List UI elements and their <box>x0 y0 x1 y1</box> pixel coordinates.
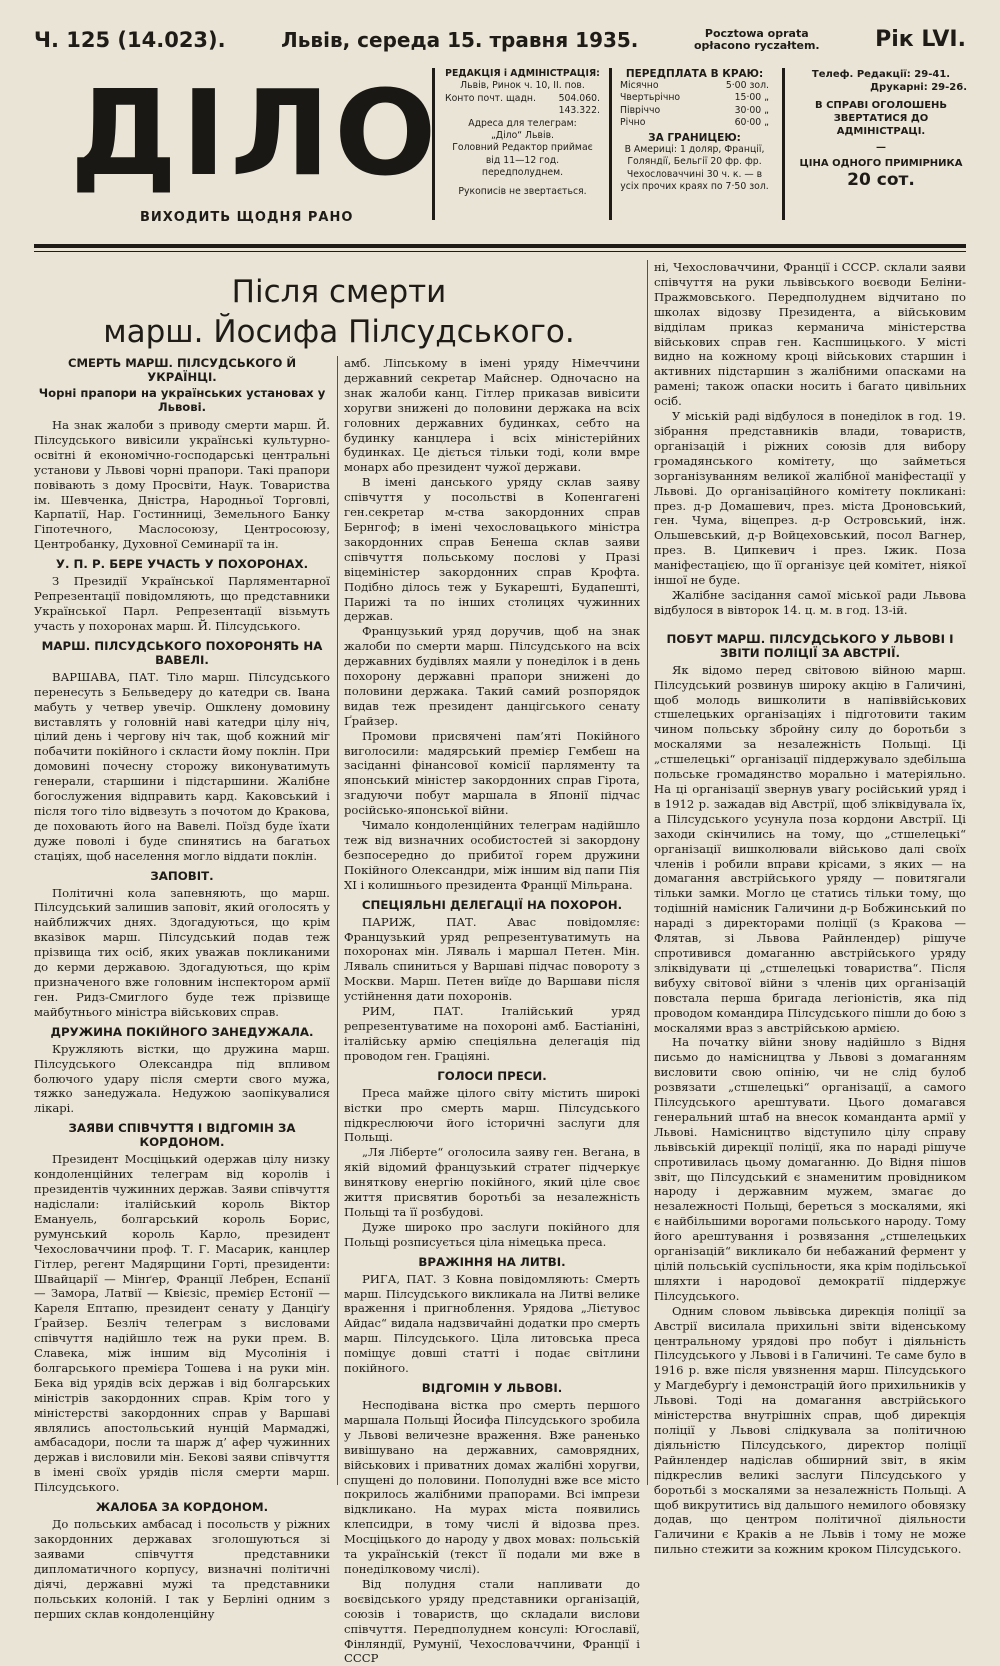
section-heading: У. П. Р. БЕРЕ УЧАСТЬ У ПОХОРОНАХ. <box>55 557 309 572</box>
admin-manuscripts: Рукописів не звертається. <box>458 185 587 197</box>
postage-line-1: Pocztowa oprata <box>704 27 809 40</box>
masthead-rule-thin <box>34 251 966 252</box>
subscription-abroad-title: ЗА ГРАНИЦЕЮ: <box>648 132 741 145</box>
article-paragraph: „Ля Ліберте“ оголосила заяву ген. Вегана, в якій відомий французький стратег підчеркує виняткову енергію покійного, який ціле своє життя присвятив боротьбі за незалежність Польщі та її розбудові. <box>344 1145 640 1219</box>
article-paragraph: Чимало кондоленційних телеграм надійшло теж від визначних особистостей зі закордону безпосередно до прибитої горем дружини Покійного Олександри, між іншим від папи Пія XI і колишнього президента Франції Мільрана. <box>344 818 640 892</box>
admin-telegram: „Діло“ Львів. <box>490 130 555 142</box>
article-paragraph: Кружляють вістки, що дружина марш. Пілсудського Олександра під впливом болючого удару після смерти свого мужа, тяжко занедужала. Недужою заопікувалися лікарі. <box>34 1041 330 1116</box>
admin-box <box>432 68 600 220</box>
subscription-label: Півріччо <box>620 104 661 116</box>
divider-dash: — <box>876 142 886 153</box>
phone-print: Друкарні: 29-26. <box>870 82 967 93</box>
masthead-logo <box>70 58 441 208</box>
subscription-title: ПЕРЕДПЛАТА В КРАЮ: <box>625 68 764 80</box>
column-3 <box>654 260 966 1557</box>
section-heading: СПЕЦІЯЛЬНІ ДЕЛЕГАЦІЇ НА ПОХОРОН. <box>361 897 623 912</box>
section-subheading: Чорні прапори на українських установах у Львові. <box>38 386 326 414</box>
article-paragraph: В імені данського уряду склав заяву співчуття у посольстві в Копенгагені ген.секретар м-ства закордонних справ Бернгоф; в імені чехословацького міністра закордонних справ Бенеша склав заяви співчуття польському послові у Празі віцеміністер закордонних справ Крофта. Подібно ділось теж у Букарешті, Будапешті, Парижі та по інших столицях чужинних держав. <box>344 475 640 624</box>
masthead-slogan: ВИХОДИТЬ ЩОДНЯ РАНО <box>140 210 354 225</box>
section-heading: МАРШ. ПІЛСУДСЬКОГО ПОХОРОНЯТЬ НА ВАВЕЛІ. <box>41 638 323 667</box>
price-label: ЦІНА ОДНОГО ПРИМІРНИКА <box>799 158 963 169</box>
subscription-box <box>609 68 769 220</box>
article-paragraph: РИМ, ПАТ. Італійський уряд репрезентуватиме на похороні амб. Бастіаніні, італійську армію спеціяльна делегація під проводом ген. Граціяні. <box>344 1004 640 1063</box>
section-heading: ЗАПОВІТ. <box>150 868 214 883</box>
price-value: 20 сот. <box>847 170 915 190</box>
top-line <box>34 18 966 52</box>
subscription-row <box>620 80 769 92</box>
admin-account-numbers: 504.060. 143.322. <box>558 92 600 117</box>
section-heading: ВІДГОМІН У ЛЬВОВІ. <box>421 1381 563 1395</box>
article-paragraph: Як відомо перед світовою війною марш. Пілсудський розвинув широку акцію в Галичині, щоб молодь вишколити в напіввійськових стшелецьких організаціях і підготовити таким чином польську збройну силу до боротьби з москалями за незалежність Польщі. Ці „стшелецькі“ організації піддержувало здебільша польське громадянство морально і матеріяльно. На ці організації звернув увагу російський уряд і в 1912 р. зажадав від Австрії, щоб зліквідувала їх, а Пілсудського усунула поза кордони Австрії. Ці заходи скінчились на тому, що „стшелецькі“ організації вишколювали військово далі своїх членів і робили вправи крісами, з яких — на домагання австрійського уряду — повитягали тільки замки. Могло це статись тільки тому, що тодішній намісник Галичини д-р Бобжинський по нараді з директорами поліції (з Кракова — Флятав, зі Львова Райнлендер) рішуче спротивився домаганню австрійського уряду зліквідувати ці „стшелецькі товариства“. Після вибуху світової війни з членів цих організацій повстала перша бригада легіоністів, яка під проводом командира Пілсудського пішли до бою з москалями враз з австрійською армією. <box>654 662 966 1035</box>
section-heading: ЗАЯВИ СПІВЧУТТЯ І ВІДГОМІН ЗА КОРДОНОМ. <box>68 1121 296 1150</box>
article-paragraph: Промови присвячені пам’яті Покійного виголосили: мадярський премієр Гембеш на засіданні фінансової комісії парляменту та японський міністер закордонних справ Гірота, згадуючи побут маршала в Японії підчас російсько-японської війни. <box>344 728 640 818</box>
ads-note: В СПРАВІ ОГОЛОШЕНЬ ЗВЕРТАТИСЯ ДО АДМІНІСТРАЦІ. <box>814 100 948 137</box>
phone-editorial: Телеф. Редакції: 29-41. <box>811 69 951 80</box>
article-paragraph: Від полудня стали напливати до воєвідського уряду представники організацій, союзів і товариств, що складали вислови співчуття. Передполуднем консулі: Югославії, Фінляндії, Румунії, Чехословаччини, Франції і СССР <box>344 1576 640 1666</box>
article-paragraph: Жалібне засідання самої міської ради Львова відбулося в вівторок 14. ц. м. в год. 13-ій. <box>654 587 966 617</box>
section-heading: ВРАЖІННЯ НА ЛИТВІ. <box>418 1254 566 1269</box>
article-paragraph: ПАРИЖ, ПАТ. Авас повідомляє: Французький уряд репрезентуватимуть на похоронах мін. Ляваль і маршал Петен. Мін. Ляваль спиниться у Варшаві підчас повороту з Москви. Марш. Петен виїде до Варшави після устійнення дати похоронів. <box>344 914 640 1004</box>
article-paragraph: До польських амбасад і посольств у ріжних закордонних державах зголошуються зі заявами співчуття представники дипломатичного корпусу, визначні політичні діячі, державні мужі та представники польських колоній. І так у Берліні одним з перших склав кондоленційну <box>34 1517 330 1621</box>
article-paragraph: ні, Чехословаччини, Франції і СССР. склали заяви співчуття на руки львівського воєводи Беліни-Пражмовського. Передполуднем відчитано по школах відозву Президента, а військовим відділам приказ керманича міністерства військових справ ген. Каспшицького. У місті видно на кожному кроці військових старшин і активних підстаршин з жалібними опасками на рамені; також опаски носить і багато цивільних осіб. <box>654 260 966 409</box>
subscription-price: 5·00 зол. <box>725 80 769 92</box>
column-divider <box>337 356 338 1485</box>
section-heading: ЖАЛОБА ЗА КОРДОНОМ. <box>95 1500 269 1515</box>
year-number: Рік LVI. <box>875 27 966 52</box>
column-1 <box>34 356 330 1621</box>
subscription-price: 30·00 „ <box>734 104 769 116</box>
headline-line-2: марш. Йосифа Пілсудського. <box>103 314 575 350</box>
section-heading: СМЕРТЬ МАРШ. ПІЛСУДСЬКОГО Й УКРАЇНЦІ. <box>67 356 297 384</box>
ads-box <box>782 68 967 220</box>
article-paragraph: Несподівана вістка про смерть першого маршала Польщі Йосифа Пілсудського зробила у Львові величезне враження. Вже раненько вивішувано на державних, самоврядних, військових і приватних домах жалібні хоругви, спущені до половини. Пополудні вже все місто покрилось жалібними прапорами. Всі імпрези відкликано. На мурах міста появились клепсидри, в тому числі й відозва през. Мосціцького до народу у двох мовах: польській та українській (текст її подали ми вже в понеділковому числі). <box>344 1398 640 1576</box>
newspaper-title: ДІЛО <box>70 64 441 202</box>
article-paragraph: На початку війни знову надійшло з Відня письмо до намісництва у Львові з домаганням висловити свою опінію, чи не слід булоб розвязати „стшелецькі“ організації, а самого Пілсудського арештувати. Цього домагався генеральний штаб на внесок командантa армії у Львові. Намісництво відступило цілу справу львівській дирекції поліції, яка по нараді рішуче спротивилась цьому домаганню. До Відня пішов звіт, що Пілсудський є знаменитим провідником народу і державним мужем, змагає до незалежності Польщі, береться з москалями, які є найбільшими ворогами польського народу. Тому його арештування і розвязання „стшелецьких організацій“ викликало би небажаний фермент у цілій польській суспільности, яка крім подільської шляхти і народової демократії піддержує Пілсудського. <box>654 1035 966 1303</box>
article-paragraph: амб. Ліпському в імені уряду Німеччини державний секретар Майснер. Одночасно на знак жалоби канц. Гітлер приказав вивісити хоругви знижені до половини держака на всіх головних державних будинках, себто на будинку канцлера і всіх міністерійних будинках. Це діється тільки тоді, коли вмре монарх або президент чужої держави. <box>344 356 640 475</box>
article-paragraph: РИГА, ПАТ. З Ковна повідомляють: Смерть марш. Пілсудського викликала на Литві велике враження і пригноблення. Урядова „Лієтувос Айдас“ видала надзвичайні додатки про смерть марш. Пілсудського. Ціла литовська преса поміщує довші статті і подає світлини покійного. <box>344 1271 640 1376</box>
section-heading: ПОБУТ МАРШ. ПІЛСУДСЬКОГО У ЛЬВОВІ І ЗВІТИ ПОЛІЦІЇ ЗА АВСТРІЇ. <box>666 631 954 660</box>
headline-line-1: Після смерти <box>231 274 447 310</box>
subscription-row <box>620 92 769 104</box>
subscription-label: Чвертьрічно <box>620 92 681 104</box>
article-paragraph: У міській раді відбулося в понеділок в год. 19. зібрання представників влади, товариств, організацій і ріжних союзів для вибору громадянського комітету, що займеться зорганізуванням великої жалібної маніфестації у Львові. До організаційного комітету покликані: през. д-р Домашевич, през. міста Дроновський, ген. Чума, віцепрез. д-р Островський, інж. Ольшевський, д-р Войцеховський, посол Вагнер, през. В. Ципкевич і през. Іжик. Поза маніфестацією, що її організує цей комітет, ніякої іншої не буде. <box>654 409 966 588</box>
subscription-label: Місячно <box>620 80 659 92</box>
admin-address: Львів, Ринок ч. 10, II. пов. <box>460 80 585 92</box>
subscription-row <box>620 105 769 117</box>
main-headline <box>34 272 644 352</box>
subscription-price: 15·00 „ <box>734 92 769 104</box>
postage-line-2: opłacono ryczałtem. <box>693 39 820 52</box>
place-date: Львів, середа 15. травня 1935. <box>281 28 639 52</box>
section-heading: ГОЛОСИ ПРЕСИ. <box>437 1068 547 1083</box>
admin-account <box>445 93 600 118</box>
column-divider <box>647 260 648 1485</box>
article-paragraph: Преса майже цілого світу містить широкі вістки про смерть марш. Пілсудського підкреслюючи його історичні заслуги для Польщі. <box>344 1085 640 1145</box>
subscription-row <box>620 117 769 129</box>
subscription-price: 60·00 „ <box>734 116 769 128</box>
article-paragraph: На знак жалоби з приводу смерти марш. Й. Пілсудського вивісили українські культурно-освітні й економічно-господарські центральні установи у Львові чорні прапори. Такі прапори повівають з дому Просвіти, Наук. Товариства ім. Шевченка, Дністра, Народньої Торговлі, Карпатії, Нар. Гостинниці, Земельного Банку Гіпотечного, Маслосоюзу, Центросоюзу, Центробанку, Духовної Семинарії та ін. <box>34 418 330 552</box>
admin-editor-hours: Головний Редактор приймає від 11—12 год. передполуднем. <box>452 142 593 179</box>
admin-telegram-label: Адреса для телеграм: <box>468 117 577 129</box>
admin-account-label: Конто почт. щадн. <box>445 92 536 104</box>
newspaper-body <box>34 260 966 1666</box>
article-paragraph: Президент Мосціцький одержав цілу низку кондоленційних телеграм від королів і президентів чужинних держав. Заяви співчуття надіслали: італійський король Віктор Емануель, болгарський король Борис, румунський король Карло, президент Чехословаччини проф. Т. Г. Масарик, канцлер Гітлер, регент Мадярщини Горті, президенти: Швайцарії — Мінґер, Франції Лебрен, Еспанії — Замора, Латвії — Квієзіс, премієр Естонії — Кареля Ептапю, президент сенату у Данціґу Ґрайзер. Безліч телеграм з висловами співчуття надійшло теж на руки прем. В. Славека, між іншим від Мусолінія і болгарського премієра Тошева і на руки мін. Бека від урядів всіх держав і від болгарських міністрів закордонних справ. Крім того у міністерстві закордонних справ у Варшаві являлись апостольський нунцій Мармаджі, амбасадори, посли та шарж д’ афер чужинних держав і висловили мін. Бекові заяви співчуття в імені своїх урядів після смерти марш. Пілсудського. <box>34 1152 330 1495</box>
issue-number: Ч. 125 (14.023). <box>34 28 226 52</box>
postage-note <box>694 28 820 52</box>
column-2 <box>344 356 640 1666</box>
subscription-abroad-text: В Америці: 1 доляр, Франції, Голяндії, Бельгії 20 фр. фр. Чехословаччині 30 ч. к. — в усіх прочих краях по 7·50 зол. <box>620 144 769 192</box>
article-paragraph: Дуже широко про заслуги покійного для Польщі розписується ціла німецька преса. <box>344 1219 640 1249</box>
article-paragraph: ВАРШАВА, ПАТ. Тіло марш. Пілсудського перенесуть з Бельведеру до катедри св. Івана мабуть у четвер увечір. Ошклену домовину виставлять у головній наві катедри цілу ніч, цілий день і чергову ніч так, щоб кожний міг побачити покійного і скласти йому поклін. При домовині почесну сторожу виконуватимуть генерали, старшини і підстаршини. Жалібне богослужения відправить кард. Каковський і після того тіло відвезуть з почотом до Кракова, де поховають його на Вавелі. Поїзд буде їхати дуже поволі і буде спинятись на багатьох стаціях, щоб населення могло віддати поклін. <box>34 669 330 863</box>
article-paragraph: З Президії Української Парляментарної Репрезентації повідомляють, що представники Української Парл. Репрезентації візьмуть участь у похоронах марш. Й. Пілсудського. <box>34 574 330 633</box>
admin-title: РЕДАКЦІЯ і АДМІНІСТРАЦІЯ: <box>445 68 600 79</box>
article-paragraph: Одним словом львівська дирекція поліції за Австрії висилала прихильні звіти віденському центральному урядові про побут і діяльність Пілсудського у Львові і в Галичині. Те саме було в 1916 р. вже після увязнення марш. Пілсудського у Магдебурґу і демонстрацій його прихильників у Львові. Тоді на домагання австрійського міністерства внутрішніх справ, щоб дирекція поліції у Львові слідкувала за політичною діяльністю Пілсудського, директор поліції Райнлендер надіслав обширний звіт, в якім підкреслив великі заслуги Пілсудського у боротьбі з москалями за незалежність Польщі. А щоб викрутитись від дальшого немилого обовязку додав, що центром політичної діяльности Галичини є Краків а не Львів і тому не може пильно стежити за кожним кроком Пілсудського. <box>654 1303 966 1557</box>
subscription-label: Річно <box>620 116 646 128</box>
section-heading: ДРУЖИНА ПОКІЙНОГО ЗАНЕДУЖАЛА. <box>50 1024 314 1039</box>
masthead-rule <box>34 244 966 248</box>
article-paragraph: Французький уряд доручив, щоб на знак жалоби по смерти марш. Пілсудського на всіх державних будівлях маяли у понеділок і в день похорону державні прапори знижені до половини держака. Такий самий розпорядок видав теж президент данцігського сенату Ґрайзер. <box>344 624 640 728</box>
masthead <box>34 58 966 226</box>
article-paragraph: Політичні кола запевняють, що марш. Пілсудський залишив заповіт, який оголосять у найближчих днях. Здогадуються, що крім вказівок марш. Пілсудський подав теж прізвища тих осіб, яких уважав покликаними до керми державою. Здогадуються, що крім призначеного вже головним інспектором армії ген. Ридз-Смиглого буде теж прізвище майбутнього міністра військових справ. <box>34 885 330 1019</box>
